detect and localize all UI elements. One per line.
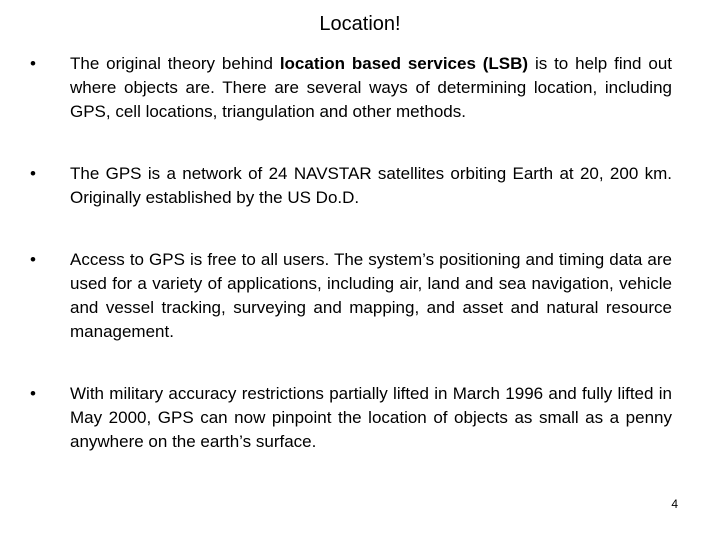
bullet-marker: • [30, 164, 36, 183]
bullet-text-bold: location based services (LSB) [279, 54, 529, 73]
bullet-marker: • [30, 54, 36, 73]
bullet-item-gps-network [30, 162, 672, 210]
bullet-text-part: The original theory behind [70, 54, 280, 73]
page-number: 4 [671, 497, 678, 511]
bullet-item-gps-access [30, 248, 672, 344]
bullet-item-gps-accuracy [30, 382, 672, 454]
bullet-item-lbs [30, 52, 672, 124]
bullet-text: Access to GPS is free to all users. The system’s positioning and timing data are used for a variety of applications, including air, land and sea navigation, vehicle and vessel tracking, surveying and mapping, and asset and natural resource management. [70, 250, 672, 341]
bullet-text-part: is to help find out where objects are. There are several ways of determining location, including GPS, cell locations, triangulation and other methods. [70, 54, 672, 121]
bullet-text: The GPS is a network of 24 NAVSTAR satellites orbiting Earth at 20, 200 km. Originally established by the US Do.D. [70, 164, 672, 207]
bullet-list [30, 52, 672, 492]
bullet-marker: • [30, 250, 36, 269]
bullet-text: With military accuracy restrictions partially lifted in March 1996 and fully lifted in May 2000, GPS can now pinpoint the location of objects as small as a penny anywhere on the earth’s surface. [70, 384, 672, 451]
slide-title: Location! [319, 13, 401, 35]
bullet-marker: • [30, 384, 36, 403]
